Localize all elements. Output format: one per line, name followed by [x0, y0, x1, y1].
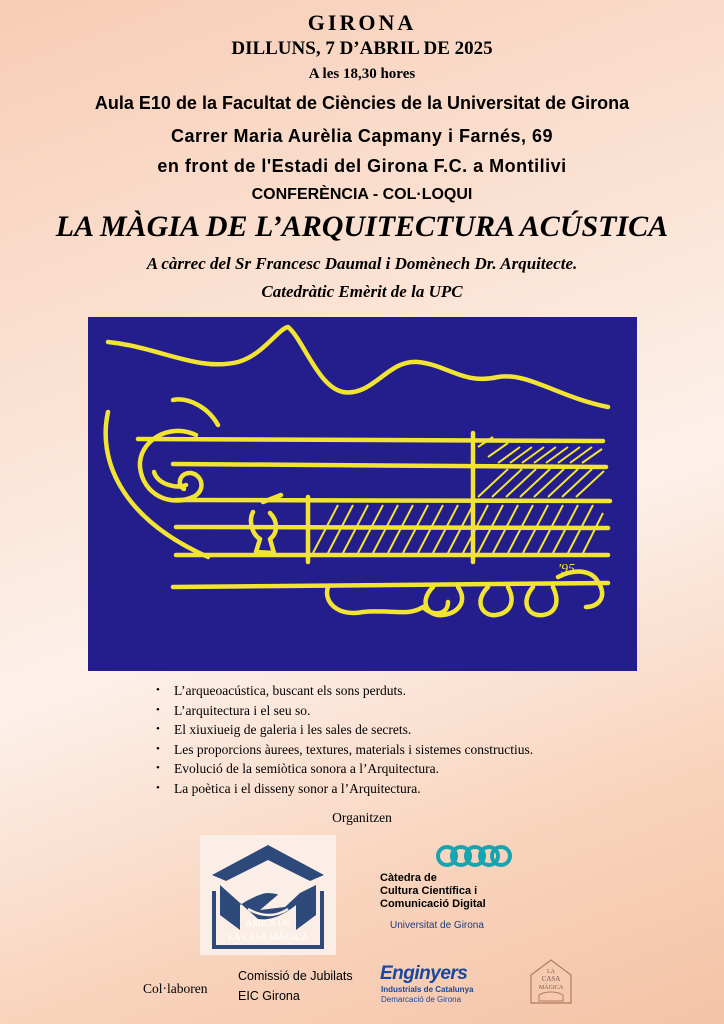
topics-list — [152, 681, 533, 799]
artwork-staff-line-2 — [173, 464, 606, 467]
bullet-icon: • — [156, 723, 160, 736]
catedra-circles-icon — [435, 842, 515, 870]
artwork-figure — [251, 495, 281, 553]
speaker-role: Catedràtic Emèrit de la UPC — [261, 282, 463, 301]
artwork-wave-line — [108, 327, 608, 407]
organizers-label: Organitzen — [332, 810, 392, 825]
bullet-icon: • — [156, 684, 160, 696]
jubilats-commission: Comissió de Jubilats EIC Girona — [238, 969, 353, 1003]
list-item: • La poètica i el disseny sonor a l’Arquitectura. — [152, 779, 533, 799]
event-street: Carrer Maria Aurèlia Capmany i Farnés, 69 — [171, 126, 553, 146]
bullet-icon: • — [156, 703, 160, 716]
artwork-foot-2 — [480, 587, 511, 615]
city-heading: GIRONA — [307, 10, 417, 35]
event-location-note: en front de l'Estadi del Girona F.C. a Montilivi — [157, 156, 567, 176]
artwork-drawing — [88, 317, 637, 671]
svg-text:LA CASA MÀGICA: LA CASA MÀGICA — [227, 933, 309, 943]
catedra-logo — [380, 842, 530, 937]
event-date: DILLUNS, 7 D’ABRIL DE 2025 — [231, 38, 493, 59]
svg-text:CASA: CASA — [541, 975, 561, 983]
list-item: • Evolució de la semiòtica sonora a l’Arquitectura. — [152, 759, 533, 779]
bullet-icon: • — [156, 762, 160, 775]
speaker-byline: A càrrec del Sr Francesc Daumal i Domènech Dr. Arquitecte. — [146, 254, 578, 273]
collaborators-label: Col·laboren — [143, 981, 208, 996]
list-item: • L’arqueoacústica, buscant els sons perduts. — [152, 681, 533, 701]
artwork-staff-line-3 — [176, 500, 610, 501]
artwork-musical-staff — [88, 317, 637, 671]
event-time: A les 18,30 hores — [308, 66, 416, 82]
catedra-university: Universitat de Girona — [390, 920, 484, 931]
artwork-upper-curve — [173, 399, 218, 425]
artwork-signature: '95 — [558, 562, 575, 577]
enginyers-logo: Enginyers Industrials de Catalunya Demarcació de Girona — [380, 963, 474, 1004]
bullet-icon: • — [156, 742, 160, 755]
catedra-name: Càtedra de Cultura Científica i Comunicació Digital — [380, 872, 486, 910]
artwork-staff-line-4 — [176, 527, 608, 528]
list-item: • El xiuxiueig de galeria i les sales de secrets. — [152, 720, 533, 740]
svg-text:LA: LA — [547, 969, 555, 975]
list-item: • L’arquitectura i el seu so. — [152, 701, 533, 721]
artwork-hatching — [313, 437, 604, 553]
artwork-floor-line — [173, 583, 608, 587]
lecture-title: LA MÀGIA DE L’ARQUITECTURA ACÚSTICA — [55, 210, 669, 243]
svg-text:AMICS DE: AMICS DE — [245, 919, 291, 929]
list-item: • Les proporcions àurees, textures, materials i sistemes constructius. — [152, 740, 533, 760]
casa-magica-logo — [527, 957, 575, 1007]
event-venue: Aula E10 de la Facultat de Ciències de la Universitat de Girona — [94, 93, 630, 113]
svg-text:MÀGICA: MÀGICA — [538, 985, 564, 991]
amics-casa-magica-logo — [200, 835, 336, 955]
bullet-icon: • — [156, 781, 160, 794]
event-type: CONFERÈNCIA - COL·LOQUI — [251, 186, 473, 203]
artwork-foot-3 — [526, 587, 556, 615]
artwork-staff-line-1 — [138, 439, 603, 441]
